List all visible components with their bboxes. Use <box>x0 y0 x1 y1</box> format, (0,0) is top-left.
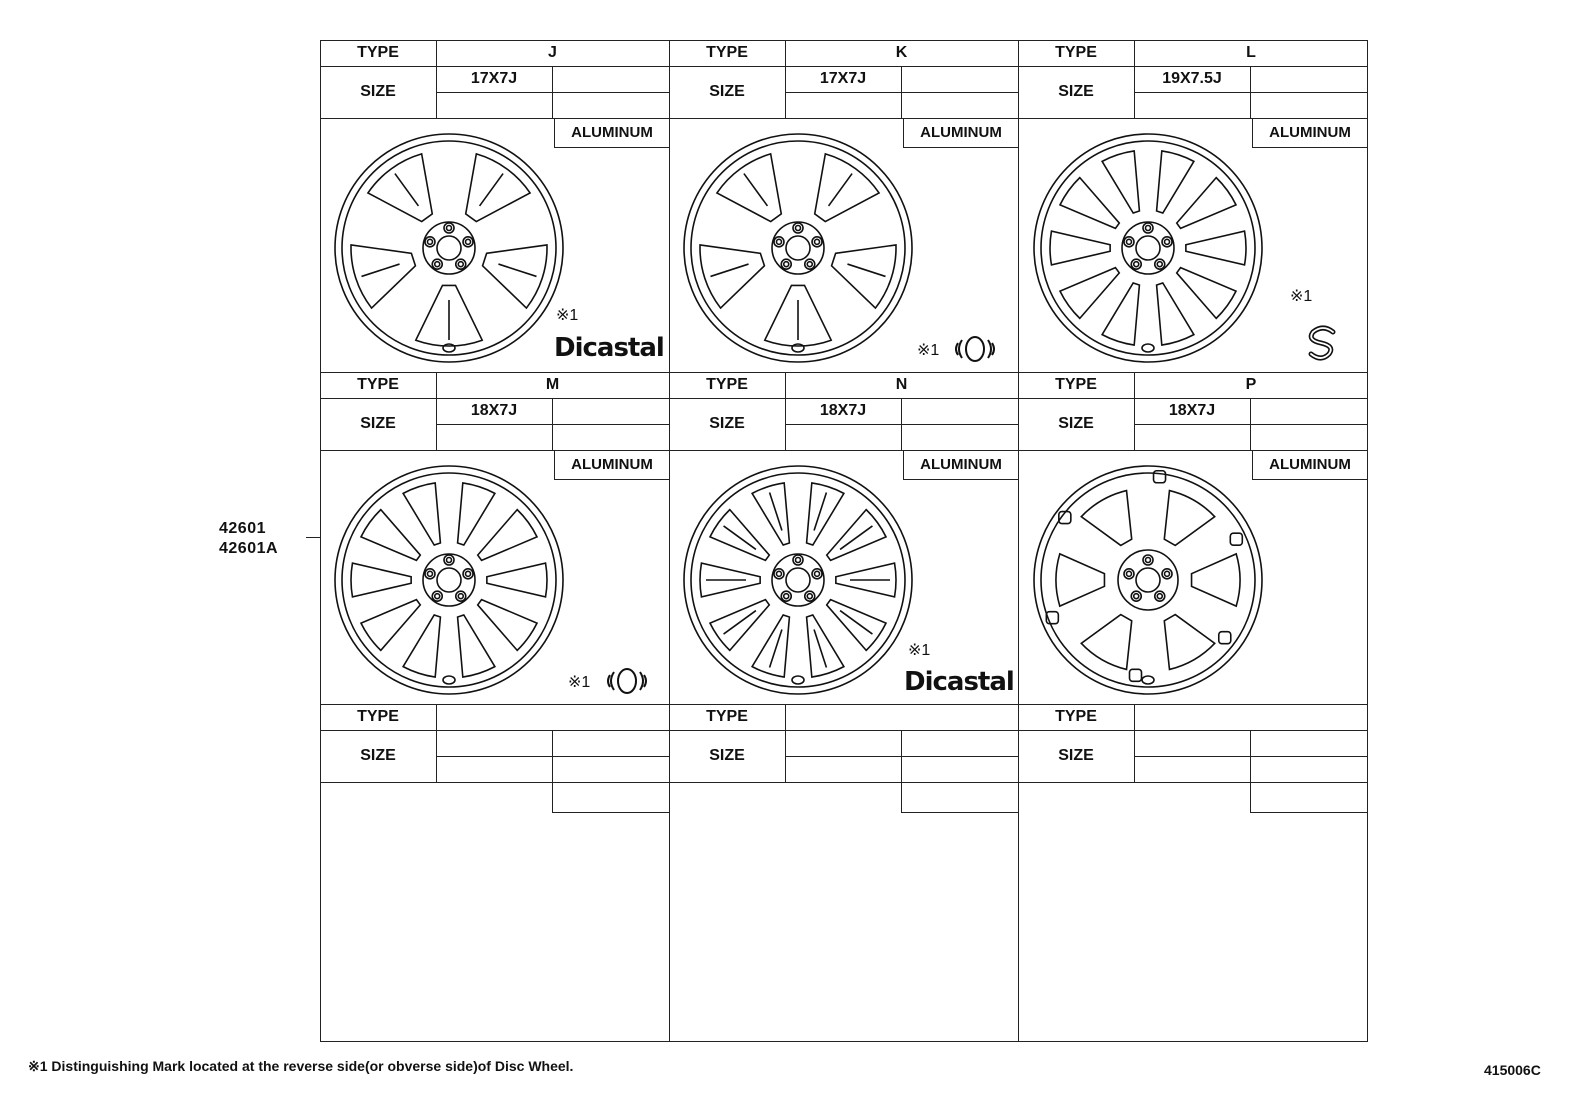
lug-nut-center <box>435 594 440 599</box>
rim-outer <box>335 466 563 694</box>
table-rule <box>901 730 902 782</box>
lug-nut <box>1124 237 1134 247</box>
lug-nut <box>774 569 784 579</box>
valve-stem <box>792 676 804 684</box>
column-divider <box>1018 40 1019 1042</box>
wheel-j-drawing <box>331 130 567 366</box>
spoke-split <box>840 611 872 635</box>
lug-nut-center <box>458 594 463 599</box>
lug-nut-center <box>466 571 471 576</box>
spoke-split <box>840 526 872 550</box>
type-label: TYPE <box>706 708 748 725</box>
spoke-window <box>1186 231 1246 265</box>
lug-nut-center <box>1134 594 1139 599</box>
spoke-window <box>1081 491 1131 546</box>
lug-nut <box>812 237 822 247</box>
table-rule <box>1134 92 1368 93</box>
footnote: ※1 Distinguishing Mark located at the reverse side(or obverse side)of Disc Wheel. <box>28 1058 574 1074</box>
lug-nut-center <box>1126 571 1131 576</box>
lug-nut <box>463 237 473 247</box>
mark-m: ※1 <box>568 674 591 691</box>
size-value-p: 18X7J <box>1168 402 1216 419</box>
table-rule <box>436 704 437 782</box>
spoke-window <box>361 510 420 561</box>
spoke-split <box>480 174 504 206</box>
center-bore <box>437 236 461 260</box>
table-rule <box>320 782 669 783</box>
center-bore <box>786 568 810 592</box>
center-bore <box>1136 568 1160 592</box>
mark-n: ※1 <box>908 642 931 659</box>
spoke-window <box>1060 268 1119 319</box>
figure-id: 415006C <box>1484 1062 1541 1078</box>
valve-icon <box>600 666 654 696</box>
type-label: TYPE <box>706 376 748 393</box>
rim-slot <box>1130 669 1142 681</box>
spoke-window <box>807 615 844 677</box>
type-value-n: N <box>895 376 908 393</box>
spoke-window <box>827 510 886 561</box>
lug-nut-center <box>435 262 440 267</box>
size-label: SIZE <box>709 415 745 432</box>
spoke-window <box>483 245 547 308</box>
rim-inner <box>1041 141 1255 355</box>
spoke-window <box>368 154 432 222</box>
rim-slot <box>1230 533 1242 545</box>
lug-nut-center <box>466 239 471 244</box>
material-tag-p: ALUMINUM <box>1252 450 1367 480</box>
center-bore <box>786 236 810 260</box>
spoke-window <box>700 245 764 308</box>
spoke-window <box>1164 491 1214 546</box>
lug-nut-center <box>427 239 432 244</box>
type-label: TYPE <box>706 44 748 61</box>
lug-nut <box>774 237 784 247</box>
spoke-window <box>815 154 879 222</box>
lug-nut-center <box>796 558 801 563</box>
lug-nut <box>812 569 822 579</box>
type-label: TYPE <box>1055 376 1097 393</box>
center-bore <box>1136 236 1160 260</box>
wheel-l-drawing <box>1030 130 1266 366</box>
lug-nut <box>1155 259 1165 269</box>
table-rule <box>901 782 902 812</box>
wheel-n-drawing <box>680 462 916 698</box>
rim-slot <box>1219 632 1231 644</box>
s-logo-icon <box>1303 322 1343 362</box>
spoke-split <box>362 264 400 276</box>
table-rule <box>552 782 553 812</box>
table-rule <box>1134 756 1368 757</box>
spoke-window <box>478 510 537 561</box>
lug-nut-center <box>1146 226 1151 231</box>
lug-nut-center <box>447 226 452 231</box>
lug-nut <box>463 569 473 579</box>
spoke-window <box>1060 178 1119 229</box>
material-tag-m: ALUMINUM <box>554 450 669 480</box>
lug-nut <box>1162 569 1172 579</box>
rim-outer <box>1034 134 1262 362</box>
type-label: TYPE <box>1055 708 1097 725</box>
spoke-window <box>487 563 547 597</box>
spoke-window <box>478 600 537 651</box>
lug-nut <box>456 259 466 269</box>
brand-logo-j: Dicastal <box>554 333 664 363</box>
spoke-split <box>847 264 885 276</box>
table-rule <box>552 398 553 450</box>
spoke-window <box>1157 151 1194 213</box>
size-label: SIZE <box>360 747 396 764</box>
lug-nut-center <box>1146 558 1151 563</box>
spoke-split <box>724 526 756 550</box>
spoke-window <box>1177 268 1236 319</box>
brand-logo-n: Dicastal <box>904 667 1014 697</box>
mark-k: ※1 <box>917 342 940 359</box>
table-rule <box>1018 782 1368 783</box>
spoke-window <box>710 510 769 561</box>
spoke-window <box>466 154 530 222</box>
lug-nut <box>1143 555 1153 565</box>
type-value-k: K <box>895 44 908 61</box>
spoke-window <box>458 483 495 545</box>
spoke-split <box>395 174 419 206</box>
material-tag-k: ALUMINUM <box>903 118 1018 148</box>
wheel-p-drawing <box>1030 462 1266 698</box>
type-label: TYPE <box>357 376 399 393</box>
rim-inner <box>1041 473 1255 687</box>
spoke-window <box>403 615 440 677</box>
valve-stem <box>443 344 455 352</box>
table-rule <box>552 812 669 813</box>
size-label: SIZE <box>360 83 396 100</box>
size-value-j: 17X7J <box>470 70 518 87</box>
lug-nut <box>1162 237 1172 247</box>
lug-nut-center <box>815 571 820 576</box>
table-rule <box>1250 398 1251 450</box>
lug-nut <box>1131 259 1141 269</box>
spoke-window <box>351 245 415 308</box>
size-label: SIZE <box>1058 415 1094 432</box>
lug-nut-center <box>807 262 812 267</box>
lug-nut-center <box>784 262 789 267</box>
part-number-1: 42601 <box>219 520 266 537</box>
lug-nut <box>781 591 791 601</box>
material-tag-j: ALUMINUM <box>554 118 669 148</box>
material-tag-n: ALUMINUM <box>903 450 1018 480</box>
material-tag-l: ALUMINUM <box>1252 118 1367 148</box>
size-value-k: 17X7J <box>819 70 867 87</box>
table-rule <box>901 66 902 118</box>
spoke-window <box>1157 283 1194 345</box>
lug-nut-center <box>776 571 781 576</box>
lug-nut <box>1124 569 1134 579</box>
table-rule <box>901 398 902 450</box>
lug-nut-center <box>1126 239 1131 244</box>
spoke-window <box>827 600 886 651</box>
table-rule <box>1250 812 1368 813</box>
spoke-window <box>1081 615 1131 670</box>
lug-nut <box>805 259 815 269</box>
lug-nut <box>793 555 803 565</box>
lug-nut <box>432 259 442 269</box>
type-value-l: L <box>1246 44 1256 61</box>
lug-nut-center <box>807 594 812 599</box>
table-rule <box>1134 704 1135 782</box>
spoke-split <box>829 174 853 206</box>
spoke-window <box>1102 151 1139 213</box>
lug-nut-center <box>458 262 463 267</box>
hub-ring <box>1118 550 1178 610</box>
leader-line <box>306 537 320 538</box>
lug-nut-center <box>1165 239 1170 244</box>
lug-nut <box>1131 591 1141 601</box>
spoke-split <box>724 611 756 635</box>
table-rule <box>669 782 1018 783</box>
table-rule <box>552 66 553 118</box>
lug-nut-center <box>447 558 452 563</box>
table-rule <box>552 730 553 782</box>
table-rule <box>1250 730 1251 782</box>
spoke-window <box>403 483 440 545</box>
lug-nut <box>432 591 442 601</box>
lug-nut-center <box>776 239 781 244</box>
type-label: TYPE <box>357 44 399 61</box>
lug-nut <box>456 591 466 601</box>
type-label: TYPE <box>357 708 399 725</box>
rim-inner <box>342 473 556 687</box>
size-label: SIZE <box>1058 83 1094 100</box>
lug-nut <box>444 555 454 565</box>
column-divider <box>669 40 670 1042</box>
valve-stem <box>792 344 804 352</box>
size-label: SIZE <box>360 415 396 432</box>
lug-nut <box>805 591 815 601</box>
part-number-2: 42601A <box>219 540 279 557</box>
spoke-window <box>710 600 769 651</box>
lug-nut-center <box>427 571 432 576</box>
spoke-window <box>752 483 789 545</box>
table-rule <box>785 704 786 782</box>
spoke-window <box>832 245 896 308</box>
spoke-window <box>361 600 420 651</box>
size-label: SIZE <box>709 83 745 100</box>
lug-nut-center <box>784 594 789 599</box>
table-rule <box>1250 782 1251 812</box>
valve-stem <box>443 676 455 684</box>
lug-nut <box>425 237 435 247</box>
rim-outer <box>1034 466 1262 694</box>
size-value-l: 19X7.5J <box>1162 70 1222 87</box>
spoke-split <box>711 264 749 276</box>
spoke-window <box>717 154 781 222</box>
spoke-split <box>498 264 536 276</box>
lug-nut <box>444 223 454 233</box>
spoke-window <box>807 483 844 545</box>
spoke-window <box>351 563 411 597</box>
lug-nut <box>793 223 803 233</box>
spoke-window <box>458 615 495 677</box>
type-value-p: P <box>1245 376 1257 393</box>
table-rule <box>1134 424 1368 425</box>
spoke-window <box>1050 231 1110 265</box>
lug-nut <box>781 259 791 269</box>
spoke-window <box>1192 554 1240 606</box>
valve-stem <box>1142 344 1154 352</box>
lug-nut-center <box>815 239 820 244</box>
lug-nut-center <box>1157 594 1162 599</box>
spoke-window <box>1102 283 1139 345</box>
center-bore <box>437 568 461 592</box>
mark-j: ※1 <box>556 307 579 324</box>
lug-nut-center <box>1134 262 1139 267</box>
spoke-split <box>744 174 768 206</box>
lug-nut-center <box>1165 571 1170 576</box>
type-value-m: M <box>545 376 560 393</box>
wheel-m-drawing <box>331 462 567 698</box>
spoke-window <box>1164 615 1214 670</box>
lug-nut <box>425 569 435 579</box>
size-label: SIZE <box>709 747 745 764</box>
spoke-window <box>1056 554 1104 606</box>
wheel-k-drawing <box>680 130 916 366</box>
lug-nut-center <box>796 226 801 231</box>
section-rule <box>320 704 1368 705</box>
lug-nut-center <box>1157 262 1162 267</box>
spoke-window <box>752 615 789 677</box>
valve-stem <box>1142 676 1154 684</box>
type-label: TYPE <box>1055 44 1097 61</box>
size-label: SIZE <box>1058 747 1094 764</box>
mark-l: ※1 <box>1290 288 1313 305</box>
size-value-m: 18X7J <box>470 402 518 419</box>
size-value-n: 18X7J <box>819 402 867 419</box>
valve-icon <box>948 334 1002 364</box>
lug-nut <box>1143 223 1153 233</box>
type-value-j: J <box>548 44 557 61</box>
lug-nut <box>1155 591 1165 601</box>
table-rule <box>901 812 1018 813</box>
table-rule <box>1250 66 1251 118</box>
spoke-window <box>1177 178 1236 229</box>
